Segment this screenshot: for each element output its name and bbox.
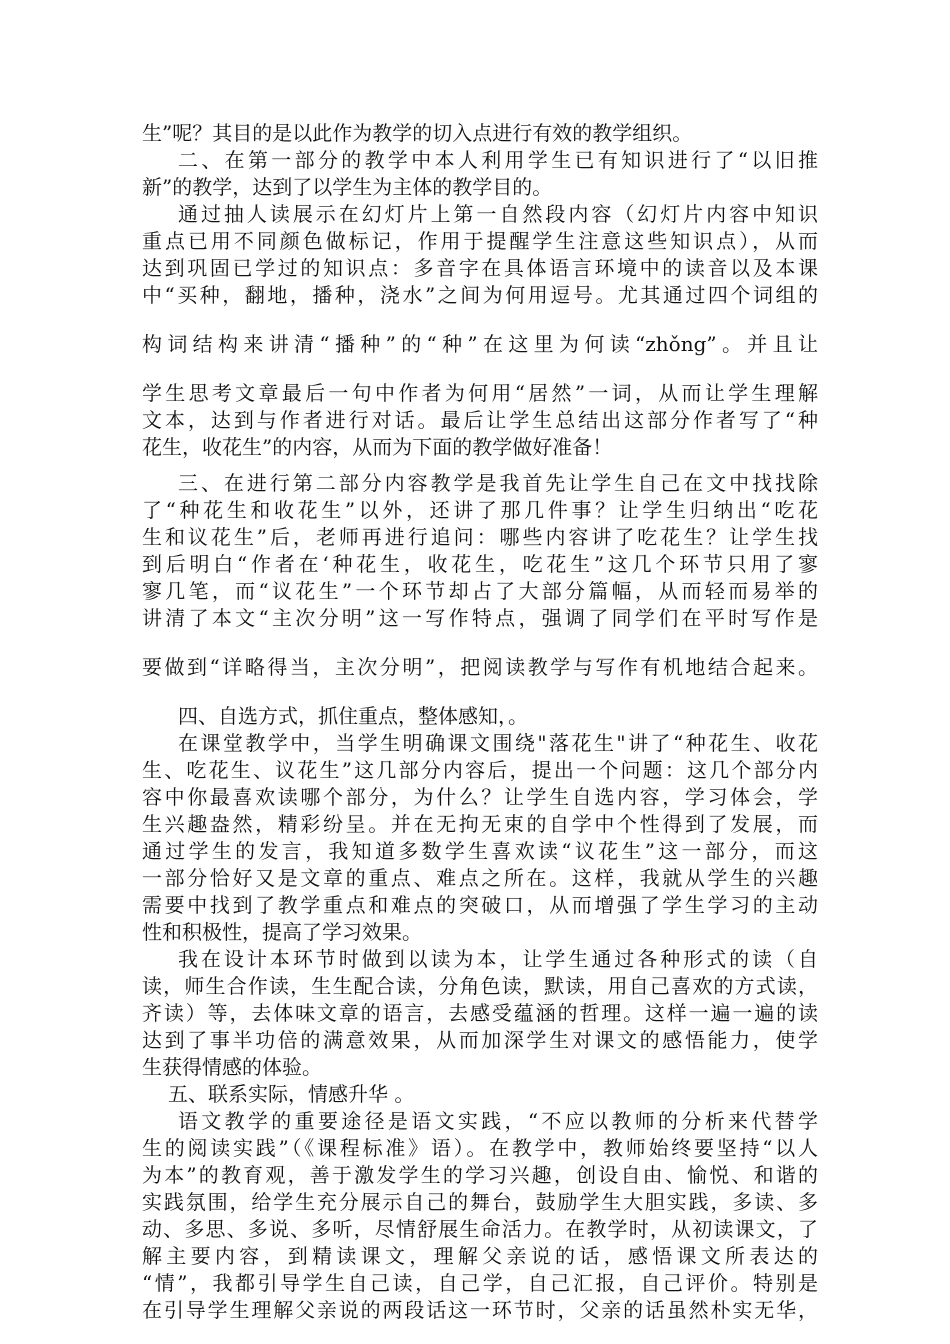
text-line: 生、吃花生、议花生”这几部分内容后，提出一个问题：这几个部分内 [142, 758, 818, 782]
text-line: 文本，达到与作者进行对话。最后让学生总结出这部分作者写了“种 [142, 408, 818, 432]
text-line: 五、联系实际，情感升华 。 [168, 1082, 415, 1106]
text-line: 构词结构来讲清“播种”的“种”在这里为何读“zhǒng”。并且让 [142, 332, 818, 356]
text-line: 要做到“详略得当，主次分明”，把阅读教学与写作有机地结合起来。 [142, 655, 818, 679]
text-line: 达到巩固已学过的知识点：多音字在具体语言环境中的读音以及本课 [142, 256, 818, 280]
text-line: 讲清了本文“主次分明”这一写作特点，强调了同学们在平时写作是 [142, 606, 818, 630]
text-line: 生”呢？其目的是以此作为教学的切入点进行有效的教学组织。 [142, 121, 693, 145]
text-line: 三、在进行第二部分内容教学是我首先让学生自己在文中找找除 [178, 471, 818, 495]
text-line: “情”，我都引导学生自己读，自己学，自己汇报，自己评价。特别是 [142, 1271, 818, 1295]
text-line: 语文教学的重要途径是语文实践，“不应以教师的分析来代替学 [178, 1109, 818, 1133]
text-line: 四、自选方式，抓住重点，整体感知，。 [178, 704, 528, 728]
text-line: 通过抽人读展示在幻灯片上第一自然段内容（幻灯片内容中知识 [178, 202, 818, 226]
text-line: 读，师生合作读，生生配合读，分角色读，默读，用自己喜欢的方式读， [142, 974, 818, 998]
text-line: 生兴趣盎然，精彩纷呈。并在无拘无束的自学中个性得到了发展，而 [142, 812, 818, 836]
text-line: 学生思考文章最后一句中作者为何用“居然”一词，从而让学生理解 [142, 381, 818, 405]
text-line: 动、多思、多说、多听，尽情舒展生命活力。在教学时，从初读课文，了 [142, 1217, 818, 1241]
text-line: 重点已用不同颜色做标记，作用于提醒学生注意这些知识点），从而 [142, 229, 818, 253]
text-line: 中“买种，翻地，播种，浇水”之间为何用逗号。尤其通过四个词组的 [142, 283, 818, 307]
text-line: 一部分恰好又是文章的重点、难点之所在。这样，我就从学生的兴趣 [142, 866, 818, 890]
text-line: 新”的教学，达到了以学生为主体的教学目的。 [142, 175, 553, 199]
text-line: 生的阅读实践”（《课程标准》语）。在教学中，教师始终要坚持“以人 [142, 1136, 818, 1160]
text-line: 我在设计本环节时做到以读为本，让学生通过各种形式的读（自 [178, 947, 818, 971]
text-line: 生和议花生”后，老师再进行追问：哪些内容讲了吃花生？让学生找 [142, 525, 818, 549]
text-line: 达到了事半功倍的满意效果，从而加深学生对课文的感悟能力，使学 [142, 1028, 818, 1052]
text-line: 到后明白“作者在‘种花生，收花生，吃花生”这几个环节只用了寥 [142, 552, 818, 576]
text-line: 通过学生的发言，我知道多数学生喜欢读“议花生”这一部分，而这 [142, 839, 818, 863]
text-line: 需要中找到了教学重点和难点的突破口，从而增强了学生学习的主动 [142, 893, 818, 917]
text-line: 实践氛围，给学生充分展示自己的舞台，鼓励学生大胆实践，多读、多 [142, 1190, 818, 1214]
text-line: 生获得情感的体验。 [142, 1055, 322, 1079]
text-line: 寥几笔，而“议花生”一个环节却占了大部分篇幅，从而轻而易举的 [142, 579, 818, 603]
text-line: 在引导学生理解父亲说的两段话这一环节时，父亲的话虽然朴实无华， [142, 1298, 818, 1322]
text-line: 二、在第一部分的教学中本人利用学生已有知识进行了“以旧推 [178, 148, 818, 172]
text-line: 齐读）等，去体味文章的语言，去感受蕴涵的哲理。这样一遍一遍的读 [142, 1001, 818, 1025]
text-line: 为本”的教育观，善于激发学生的学习兴趣，创设自由、愉悦、和谐的 [142, 1163, 818, 1187]
text-line: 在课堂教学中，当学生明确课文围绕"落花生"讲了“种花生、收花 [178, 731, 818, 755]
text-line: 解主要内容，到精读课文，理解父亲说的话，感悟课文所表达的 [142, 1244, 818, 1268]
text-line: 容中你最喜欢读哪个部分，为什么？让学生自选内容，学习体会，学 [142, 785, 818, 809]
document-body [142, 120, 818, 1324]
text-line: 性和积极性，提高了学习效果。 [142, 920, 422, 944]
text-line: 了“种花生和收花生”以外，还讲了那几件事？让学生归纳出“吃花 [142, 498, 818, 522]
text-line: 花生，收花生”的内容，从而为下面的教学做好准备！ [142, 435, 613, 459]
